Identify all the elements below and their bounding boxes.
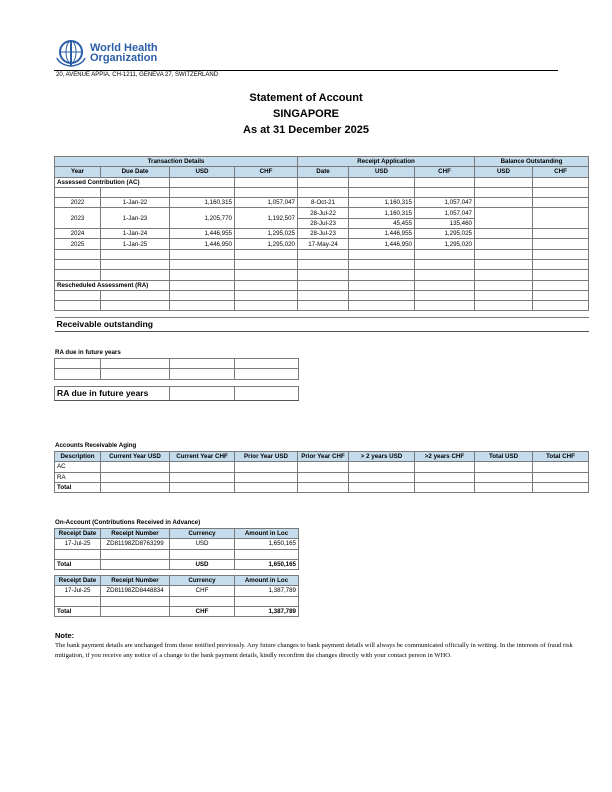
ra-future-total-table: [54, 386, 299, 401]
who-emblem-icon: [54, 38, 88, 68]
table-row: 28-Jul-23 45,455 135,460: [55, 218, 589, 228]
on-account-chf-table: Receipt Date Receipt Number Currency Amount in Loc 17-Jul-25 ZD81198ZD8448834 CHF 1,387,789 Total CHF 1,387,789: [54, 575, 299, 617]
note-label: Note:: [55, 631, 75, 640]
statement-title: Statement of Account SINGAPORE As at 31 December 2025: [243, 92, 369, 136]
table-row: 2024 1-Jan-24 1,446,955 1,295,025 28-Jul-23 1,446,955 1,295,025: [55, 229, 589, 239]
table-row: RA: [55, 472, 589, 482]
aging-heading: Accounts Receivable Aging: [55, 442, 137, 449]
on-account-usd-table: Receipt Date Receipt Number Currency Amount in Loc 17-Jul-25 ZD81198ZD8763299 USD 1,650,165 Total USD 1,650,165: [54, 528, 299, 570]
table-row: Total CHF 1,387,789: [55, 606, 299, 616]
ra-future-table: [54, 358, 299, 380]
org-name: World Health Organization: [90, 42, 158, 64]
ra-future-total-label: RA due in future years: [55, 387, 170, 401]
receivable-outstanding-label: Receivable outstanding: [55, 318, 589, 332]
ra-future-heading: RA due in future years: [55, 349, 121, 356]
table-row: 17-Jul-25 ZD81198ZD8763299 USD 1,650,165: [55, 539, 299, 549]
on-account-heading: On-Account (Contributions Received in Advance): [55, 519, 201, 526]
table-row: Total: [55, 482, 589, 492]
group-header-row: Transaction Details Receipt Application Balance Outstanding: [55, 157, 589, 167]
table-row: 2023 1-Jan-23 1,205,770 1,192,507 28-Jul-22 1,160,315 1,057,047: [55, 208, 589, 218]
org-address: 20, AVENUE APPIA, CH-1211, GENEVA 27, SWITZERLAND: [56, 72, 219, 78]
table-row: 2025 1-Jan-25 1,446,950 1,295,020 17-May-24 1,446,950 1,295,020: [55, 239, 589, 249]
note-text: The bank payment details are unchanged from those notified previously. Any future changes to bank payment details will always be communicated officially in writing. In the interests of fraud risk mitigation, if you receive any notice of a change to the bank payment details, kindly reconfirm the changes directly with your contact person in WHO.: [55, 642, 573, 659]
section-ac-label: Assessed Contribution (AC): [55, 177, 170, 187]
section-ra-label: Rescheduled Assessment (RA): [55, 280, 170, 290]
aging-table: Description Current Year USD Current Year CHF Prior Year USD Prior Year CHF > 2 years USD >2 years CHF Total USD Total CHF AC RA Total: [54, 451, 589, 493]
table-row: 17-Jul-25 ZD81198ZD8448834 CHF 1,387,789: [55, 586, 299, 596]
statement-table: [54, 156, 589, 332]
table-row: Total USD 1,650,165: [55, 559, 299, 569]
column-header-row: Year Due Date USD CHF Date USD CHF USD CHF: [55, 167, 589, 177]
table-row: 2022 1-Jan-22 1,160,315 1,057,047 8-Oct-21 1,160,315 1,057,047: [55, 198, 589, 208]
table-row: AC: [55, 462, 589, 472]
